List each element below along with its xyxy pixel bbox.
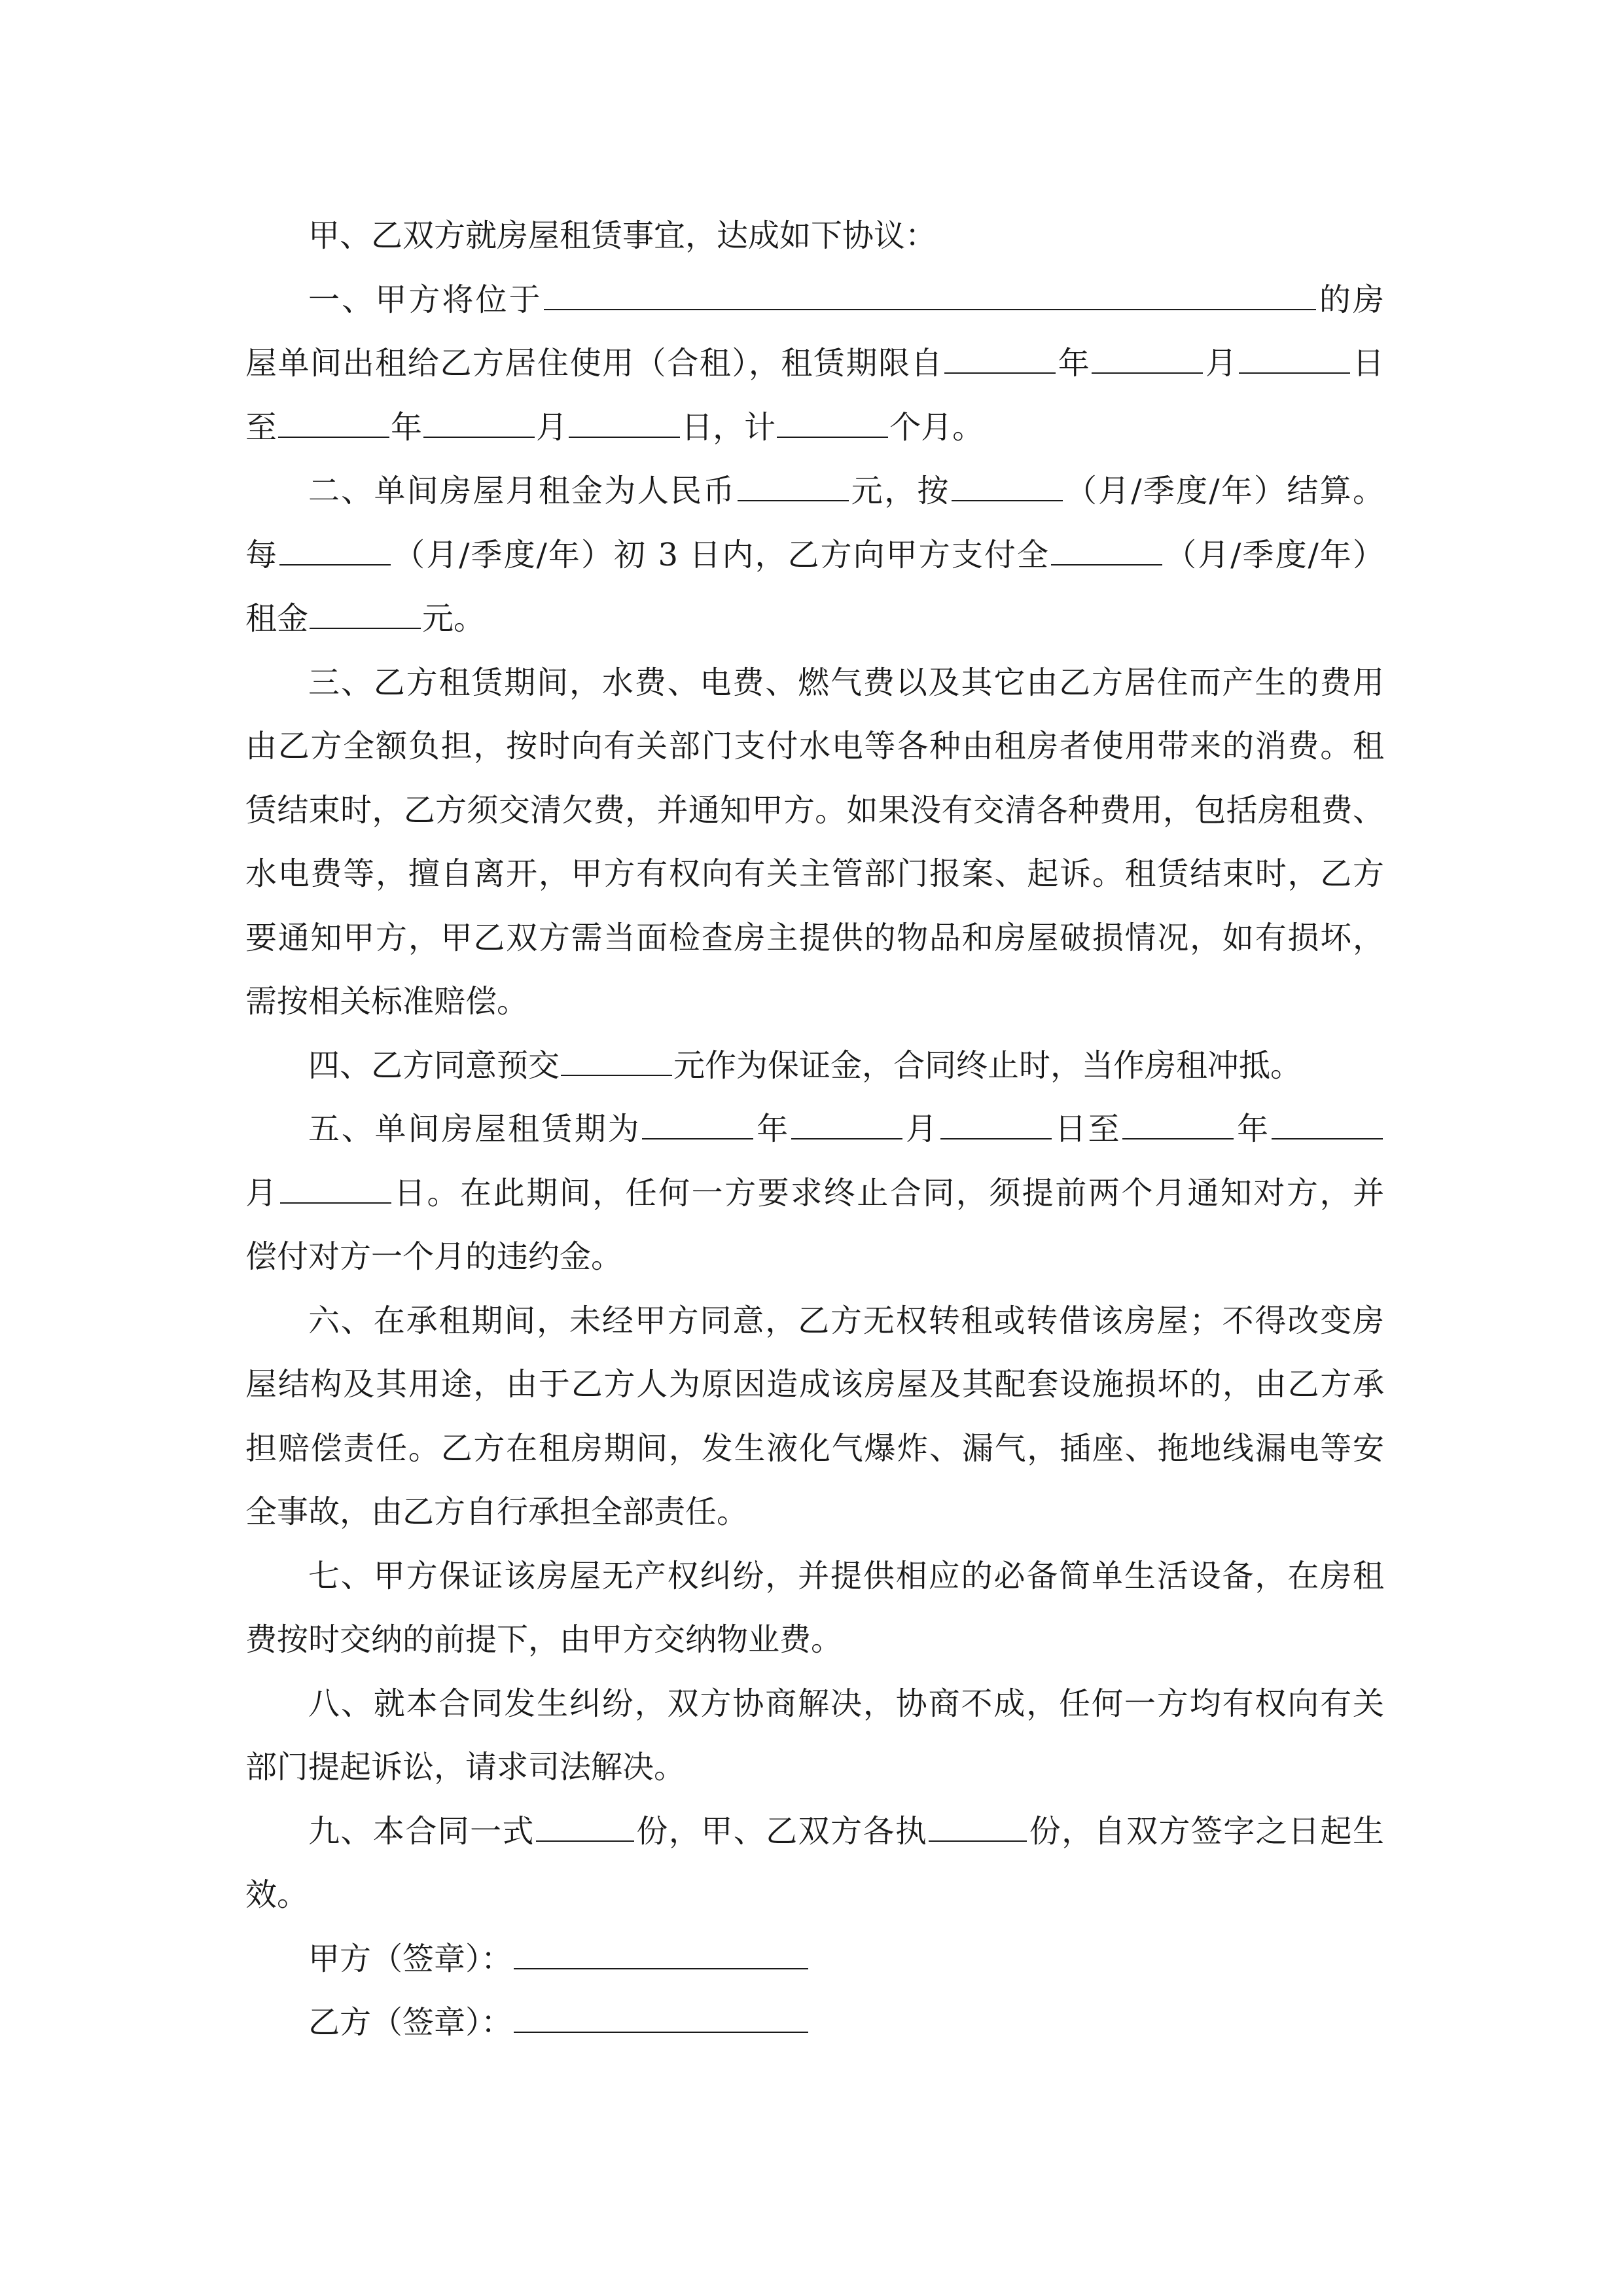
party-a-signature-blank[interactable] — [514, 1967, 808, 1969]
end-month-blank[interactable] — [423, 436, 535, 438]
clause-9-text: ，甲、乙双方各执 — [668, 1812, 928, 1850]
start-year-blank[interactable] — [944, 372, 1056, 374]
day-to-label: 日至 — [1052, 1111, 1122, 1147]
clause-9-text: 九、本合同一式 — [308, 1812, 535, 1850]
day-label: 日 — [681, 408, 713, 446]
copies-total-blank[interactable] — [536, 1840, 634, 1842]
clause-3-text: 要通知甲方，甲乙双方需当面检查房主提供的物品和房屋破损情况，如有损坏， — [245, 919, 1384, 956]
clause-5-text: 偿付对方一个月的违约金。 — [245, 1238, 623, 1275]
clause-8-line — [245, 1736, 1384, 1800]
rent-amount-blank[interactable] — [310, 627, 421, 629]
term-start-year-blank[interactable] — [642, 1138, 753, 1139]
party-b-signature-line — [245, 1991, 1384, 2055]
clause-2-text: 二、单间房屋月租金为人民币 — [308, 473, 736, 509]
clause-2-text: 租金 — [245, 600, 309, 637]
year-label: 年 — [1057, 345, 1091, 382]
deposit-blank[interactable] — [561, 1074, 672, 1076]
clause-6-text: 屋结构及其用途，由于乙方人为原因造成该房屋及其配套设施损坏的，由乙方承 — [245, 1366, 1384, 1403]
clause-1-text: 的房 — [1317, 281, 1384, 318]
clause-2-text: 每 — [245, 536, 279, 573]
party-b-signature-blank[interactable] — [514, 2031, 808, 2033]
total-label: ，计 — [713, 408, 776, 446]
clause-6-text: 担赔偿责任。乙方在租房期间，发生液化气爆炸、漏气，插座、拖地线漏电等安 — [245, 1429, 1384, 1467]
clause-4-text: 四、乙方同意预交 — [308, 1047, 560, 1084]
end-day-blank[interactable] — [569, 436, 680, 438]
clause-6-line — [245, 1417, 1384, 1481]
clause-2-line-2 — [245, 524, 1384, 588]
copies-each-blank[interactable] — [929, 1840, 1027, 1842]
clause-8-line — [245, 1672, 1384, 1736]
months-label: 个月。 — [889, 408, 984, 446]
year-label: 年 — [755, 1111, 791, 1147]
clause-3-line — [245, 906, 1384, 971]
clause-3-line — [245, 970, 1384, 1034]
clause-2-text: 初 3 日内，乙方向甲方支付全 — [614, 536, 1050, 573]
clause-1-text: 一、甲方将位于 — [308, 281, 543, 318]
term-end-month-blank[interactable] — [1272, 1138, 1383, 1139]
clause-2-line-1 — [245, 459, 1384, 524]
clause-5-text: 五、单间房屋租赁期为 — [308, 1111, 641, 1147]
clause-3-line — [245, 715, 1384, 779]
term-end-year-blank[interactable] — [1122, 1138, 1234, 1139]
clause-6-line — [245, 1289, 1384, 1354]
start-month-blank[interactable] — [1092, 372, 1203, 374]
clause-6-text: 全事故，由乙方自行承担全部责任。 — [245, 1494, 749, 1530]
period-options: （月/季度/年） — [1164, 536, 1384, 573]
term-end-day-blank[interactable] — [280, 1202, 391, 1204]
yuan-label: 元 — [849, 473, 885, 509]
day-label: 日 — [392, 1174, 427, 1211]
clause-5-line-1 — [245, 1098, 1384, 1162]
party-a-label: 甲方（签章）： — [308, 1940, 513, 1977]
intro-text: 甲、乙双方就房屋租赁事宜，达成如下协议： — [308, 217, 937, 254]
month-label: 月 — [904, 1111, 939, 1147]
clause-4-text: 元作为保证金，合同终止时，当作房租冲抵。 — [673, 1047, 1302, 1084]
clause-4-line — [245, 1034, 1384, 1098]
clause-3-line — [245, 651, 1384, 715]
clause-7-line — [245, 1545, 1384, 1609]
intro-line — [245, 204, 1384, 268]
clause-1-line-3 — [245, 396, 1384, 460]
clause-2-text: ，按 — [884, 473, 950, 509]
start-day-blank[interactable] — [1239, 372, 1350, 374]
month-label: 月 — [245, 1174, 279, 1211]
day-label: 日 — [1351, 345, 1384, 382]
clause-3-line — [245, 779, 1384, 843]
period-options: （月/季度/年） — [1063, 473, 1287, 509]
clause-3-text: 赁结束时，乙方须交清欠费，并通知甲方。如果没有交清各种费用，包括房租费、 — [245, 791, 1384, 829]
clause-1-text: 屋单间出租给乙方居住使用（合租），租赁期限自 — [245, 345, 944, 382]
clause-9-text: ，自双方签字之日起生 — [1061, 1812, 1384, 1850]
party-b-label: 乙方（签章）： — [308, 2004, 513, 2041]
clause-9-line-2 — [245, 1863, 1384, 1928]
clause-6-text: 六、在承租期间，未经甲方同意，乙方无权转租或转借该房屋；不得改变房 — [308, 1302, 1384, 1339]
clause-2-text: 元。 — [422, 600, 486, 637]
clause-3-line — [245, 842, 1384, 906]
address-blank[interactable] — [544, 308, 1316, 310]
year-label: 年 — [1235, 1111, 1270, 1147]
year-label: 年 — [391, 408, 423, 446]
clause-3-text: 水电费等，擅自离开，甲方有权向有关主管部门报案、起诉。租赁结束时，乙方 — [245, 855, 1384, 892]
term-start-day-blank[interactable] — [940, 1138, 1052, 1139]
monthly-rent-blank[interactable] — [738, 499, 849, 501]
copies-label: 份 — [1028, 1812, 1062, 1850]
clause-8-text: 部门提起诉讼，请求司法解决。 — [245, 1749, 686, 1785]
clause-1-line-2 — [245, 332, 1384, 396]
contract-body — [245, 204, 1384, 2055]
end-year-blank[interactable] — [278, 436, 389, 438]
clause-1-line-1 — [245, 268, 1384, 332]
clause-5-text: 。在此期间，任何一方要求终止合同，须提前两个月通知对方，并 — [427, 1174, 1384, 1211]
clause-8-text: 八、就本合同发生纠纷，双方协商解决，协商不成，任何一方均有权向有关 — [308, 1685, 1384, 1722]
clause-7-text: 七、甲方保证该房屋无产权纠纷，并提供相应的必备简单生活设备，在房租 — [308, 1557, 1384, 1594]
clause-7-line — [245, 1608, 1384, 1672]
pay-cycle-blank[interactable] — [279, 564, 391, 565]
party-a-signature-line — [245, 1928, 1384, 1992]
term-start-month-blank[interactable] — [791, 1138, 902, 1139]
to-label: 至 — [245, 408, 277, 446]
clause-2-text: 结算。 — [1287, 473, 1384, 509]
month-label: 月 — [536, 408, 568, 446]
clause-9-text: 效。 — [245, 1876, 309, 1913]
month-label: 月 — [1204, 345, 1238, 382]
settle-period-blank[interactable] — [952, 499, 1063, 501]
clause-3-text: 三、乙方租赁期间，水费、电费、燃气费以及其它由乙方居住而产生的费用 — [308, 664, 1384, 701]
clause-3-text: 由乙方全额负担，按时向有关部门支付水电等各种由租房者使用带来的消费。租 — [245, 728, 1384, 764]
clause-5-line-3 — [245, 1225, 1384, 1289]
clause-7-text: 费按时交纳的前提下，由甲方交纳物业费。 — [245, 1621, 843, 1658]
period-options: （月/季度/年） — [392, 536, 615, 573]
clause-6-line — [245, 1480, 1384, 1545]
clause-5-line-2 — [245, 1162, 1384, 1226]
clause-9-line-1 — [245, 1800, 1384, 1864]
clause-6-line — [245, 1353, 1384, 1417]
full-period-blank[interactable] — [1051, 564, 1162, 565]
copies-label: 份 — [635, 1812, 669, 1850]
clause-2-line-3 — [245, 587, 1384, 651]
months-blank[interactable] — [777, 436, 888, 438]
clause-3-text: 需按相关标准赔偿。 — [245, 983, 529, 1020]
